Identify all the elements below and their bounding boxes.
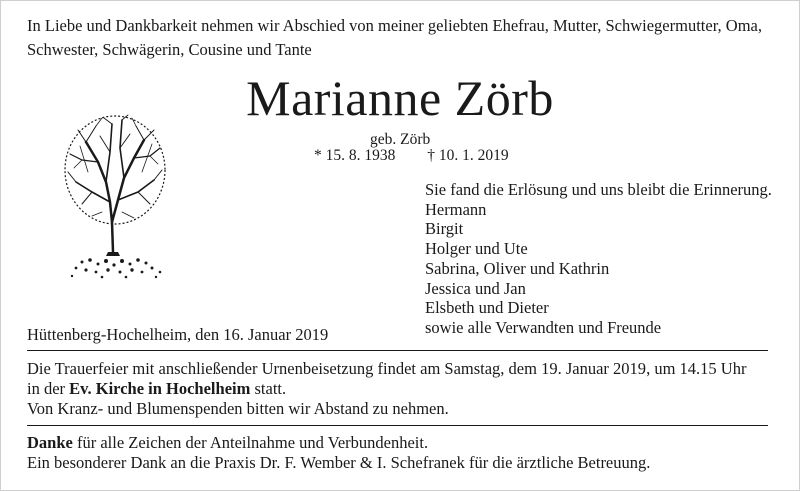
funeral-date: 19. Januar 2019 (541, 359, 647, 378)
mourners-list (425, 180, 772, 338)
place-date-prefix: Hüttenberg-Hochelheim, den (27, 325, 224, 344)
funeral-location: Ev. Kirche in Hochelheim (69, 379, 251, 398)
funeral-line-2 (27, 379, 777, 399)
tree-icon (62, 112, 168, 282)
mourner-name: Sabrina, Oliver und Kathrin (425, 258, 610, 278)
mourner-name: Elsbeth und Dieter (425, 298, 549, 318)
thanks-rest: für alle Zeichen der Anteilnahme und Verbundenheit. (72, 433, 429, 452)
funeral-mid: , um (646, 359, 680, 378)
death-date: † 10. 1. 2019 (427, 147, 509, 164)
deceased-name: Marianne Zörb (246, 70, 554, 126)
thanks-section (27, 433, 787, 473)
thanks-word: Danke (27, 433, 73, 452)
birth-date: * 15. 8. 1938 (314, 147, 396, 164)
thanks-line-1 (27, 433, 787, 453)
tree-ground (71, 252, 161, 278)
funeral-info (27, 359, 777, 419)
tree-branches (68, 115, 162, 252)
mourner-name: Jessica und Jan (425, 278, 526, 298)
born-name: geb. Zörb (370, 131, 431, 148)
life-dates (314, 146, 509, 166)
mourner-name: Hermann (425, 199, 487, 219)
intro-text: In Liebe und Dankbarkeit nehmen wir Abschied von meiner geliebten Ehefrau, Mutter, Schwiegermutter, Oma, Schwester, Schwägerin, Cousine und Tante (27, 16, 762, 59)
funeral-time: 14.15 Uhr (679, 359, 747, 378)
notice-date: 16. Januar 2019 (223, 325, 329, 344)
divider (27, 425, 768, 426)
funeral-prefix: Die Trauerfeier mit anschließender Urnenbeisetzung findet am Samstag, dem (27, 359, 542, 378)
mourner-name: Holger und Ute (425, 239, 528, 259)
mourner-name: sowie alle Verwandten und Freunde (425, 317, 662, 337)
mourners-opening: Sie fand die Erlösung und uns bleibt die Erinnerung. (425, 180, 772, 199)
place-date (27, 325, 328, 345)
funeral-line-1 (27, 359, 777, 379)
thanks-line-2: Ein besonderer Dank an die Praxis Dr. F. Wember & I. Schefranek für die ärztliche Betreuung. (27, 453, 651, 472)
funeral-location-suffix: statt. (250, 379, 287, 398)
mourner-name: Birgit (425, 219, 464, 239)
divider (27, 350, 768, 351)
funeral-location-prefix: in der (27, 379, 70, 398)
funeral-line-3: Von Kranz- und Blumenspenden bitten wir Abstand zu nehmen. (27, 399, 449, 418)
